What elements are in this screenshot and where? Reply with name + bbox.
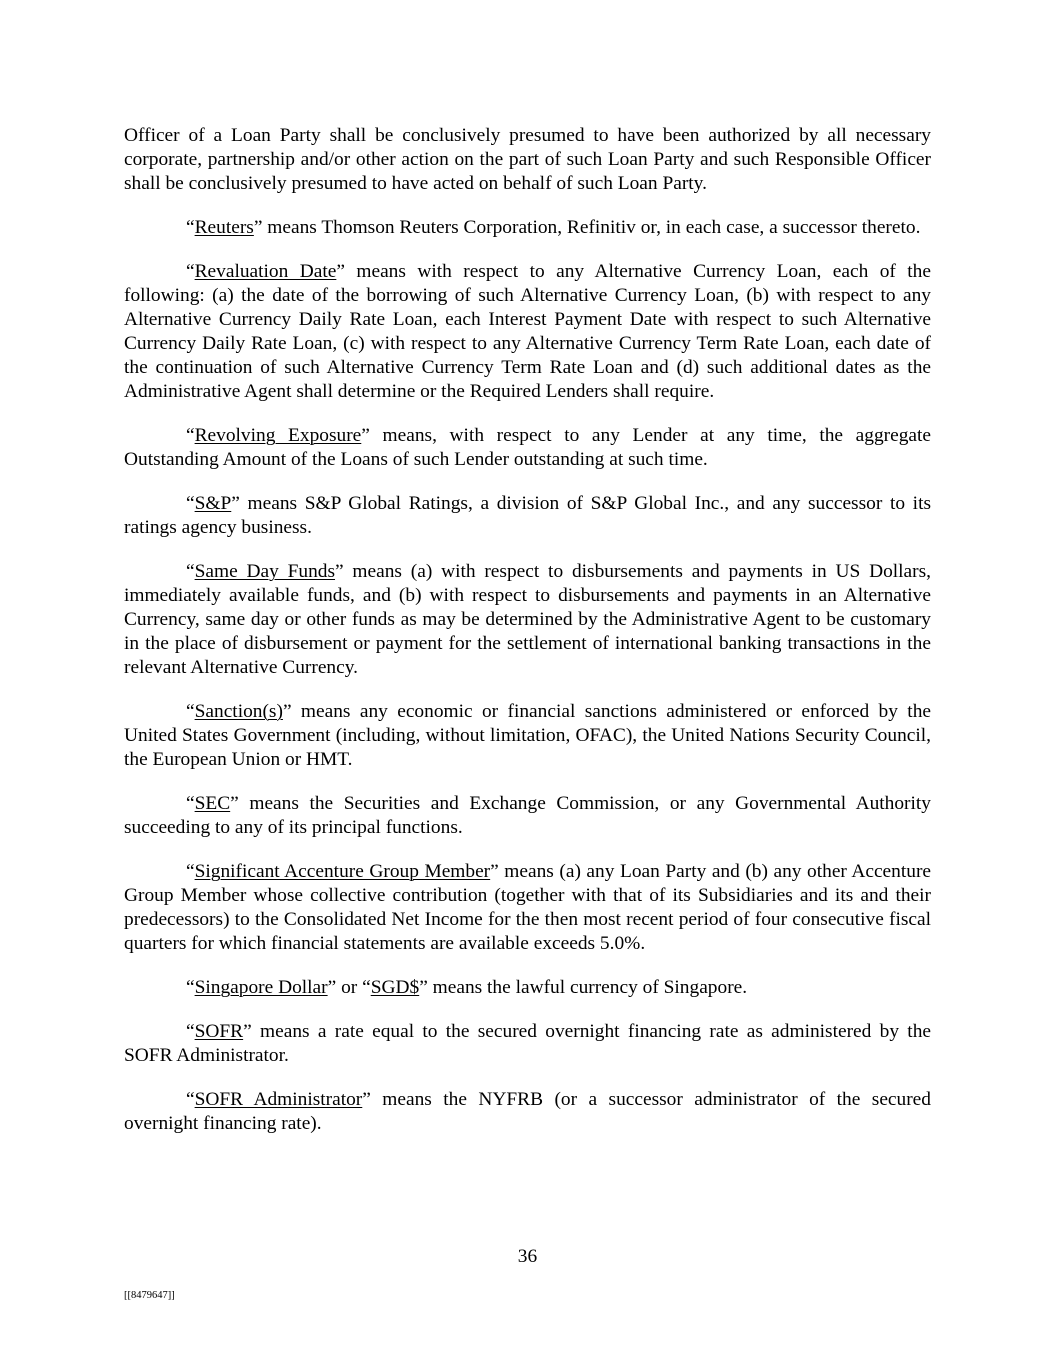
definition-revolving-exposure — [124, 424, 931, 472]
defined-term-alt: SGD$ — [370, 977, 420, 999]
definition-reuters — [124, 216, 931, 240]
close-quote: ” — [336, 261, 345, 283]
defined-term: SOFR Administrator — [194, 1089, 363, 1111]
close-quote: ” — [327, 977, 337, 999]
definition-singapore-dollar — [124, 976, 931, 1000]
defined-term: Significant Accenture Group Member — [194, 861, 491, 883]
defined-term: Reuters — [194, 217, 254, 239]
defined-term: Singapore Dollar — [194, 977, 328, 999]
definition-text: means S&P Global Ratings, a division of S&P Global Inc., and any successor to its ratings agency business. — [124, 493, 931, 538]
definition-sec — [124, 792, 931, 840]
open-quote: “ — [186, 1021, 195, 1043]
defined-term: Same Day Funds — [194, 561, 336, 583]
definition-text: means the Securities and Exchange Commission, or any Governmental Authority succeeding to any of its principal functions. — [124, 793, 931, 838]
open-quote: “ — [186, 793, 195, 815]
open-quote: “ — [186, 1089, 195, 1111]
paragraph-continuation — [124, 124, 931, 196]
close-quote: ” — [490, 861, 499, 883]
connector-text: or “ — [336, 977, 371, 999]
close-quote: ” — [253, 217, 263, 239]
open-quote: “ — [186, 861, 195, 883]
definition-significant-accenture-group-member — [124, 860, 931, 956]
close-quote: ” — [362, 1089, 371, 1111]
defined-term: Revaluation Date — [194, 261, 337, 283]
definition-same-day-funds — [124, 560, 931, 680]
definition-revaluation-date — [124, 260, 931, 403]
close-quote: ” — [361, 424, 370, 446]
definition-sofr-administrator — [124, 1088, 931, 1136]
close-quote: ” — [231, 493, 240, 515]
open-quote: “ — [186, 493, 195, 515]
close-quote: ” — [230, 793, 239, 815]
definition-sanctions — [124, 700, 931, 772]
defined-term: SEC — [194, 793, 231, 815]
open-quote: “ — [186, 261, 195, 283]
definition-text: means (a) with respect to disbursements and payments in US Dollars, immediately available funds, and (b) with respect to disbursements and payments in an Alternative Currency, same day or other funds as may be determined by the Administrative Agent to be customary in the place of disbursement or payment for the settlement of international banking transactions in the relevant Alternative Currency. — [124, 561, 931, 678]
open-quote: “ — [186, 561, 195, 583]
document-body — [124, 124, 931, 1156]
document-id: [[8479647]] — [124, 1290, 175, 1301]
definition-text: means Thomson Reuters Corporation, Refinitiv or, in each case, a successor thereto. — [262, 217, 921, 239]
close-quote: ” — [335, 561, 344, 583]
open-quote: “ — [186, 977, 195, 999]
definition-text: means the NYFRB (or a successor administrator of the secured overnight financing rate). — [124, 1089, 931, 1135]
definition-text: means a rate equal to the secured overnight financing rate as administered by the SOFR Administrator. — [124, 1021, 931, 1067]
close-quote: ” — [243, 1021, 252, 1043]
definition-text: means (a) any Loan Party and (b) any other Accenture Group Member whose collective contribution (together with that of its Subsidiaries and its and their predecessors) to the Consolidated Net Income for the then most recent period of four consecutive fiscal quarters for which financial statements are available exceeds 5.0%. — [124, 861, 932, 954]
definition-text: means the lawful currency of Singapore. — [427, 977, 748, 999]
defined-term: S&P — [194, 493, 232, 515]
definition-s-and-p — [124, 492, 931, 540]
defined-term: SOFR — [194, 1021, 244, 1043]
definition-text: means with respect to any Alternative Currency Loan, each of the following: (a) the date of the borrowing of such Alternative Currency Loan, (b) with respect to any Alternative Currency Daily Rate Loan, each Interest Payment Date with respect to such Alternative Currency Daily Rate Loan, (c) with respect to any Alternative Currency Term Rate Loan, each date of the continuation of such Alternative Currency Term Rate Loan and (d) such additional dates as the Administrative Agent shall determine or the Required Lenders shall require. — [124, 261, 931, 402]
defined-term: Sanction(s) — [194, 701, 283, 722]
defined-term: Revolving Exposure — [194, 424, 362, 446]
open-quote: “ — [186, 217, 195, 239]
paragraph-text: Officer of a Loan Party shall be conclusively presumed to have been authorized by all necessary corporate, partnership and/or other action on the part of such Loan Party and such Responsible Officer shall be conclusively presumed to have acted on behalf of such Loan Party. — [124, 125, 931, 194]
close-quote: ” — [282, 701, 292, 722]
page-number: 36 — [517, 1246, 538, 1267]
close-quote: ” — [419, 977, 428, 999]
definition-text: means, with respect to any Lender at any time, the aggregate Outstanding Amount of the Loans of such Lender outstanding at such time. — [124, 424, 932, 470]
definition-sofr — [124, 1020, 931, 1068]
definition-text: means any economic or financial sanctions administered or enforced by the United States Government (including, without limitation, OFAC), the United Nations Security Council, the European Union or HMT. — [124, 701, 931, 770]
open-quote: “ — [186, 701, 195, 722]
open-quote: “ — [186, 424, 195, 446]
